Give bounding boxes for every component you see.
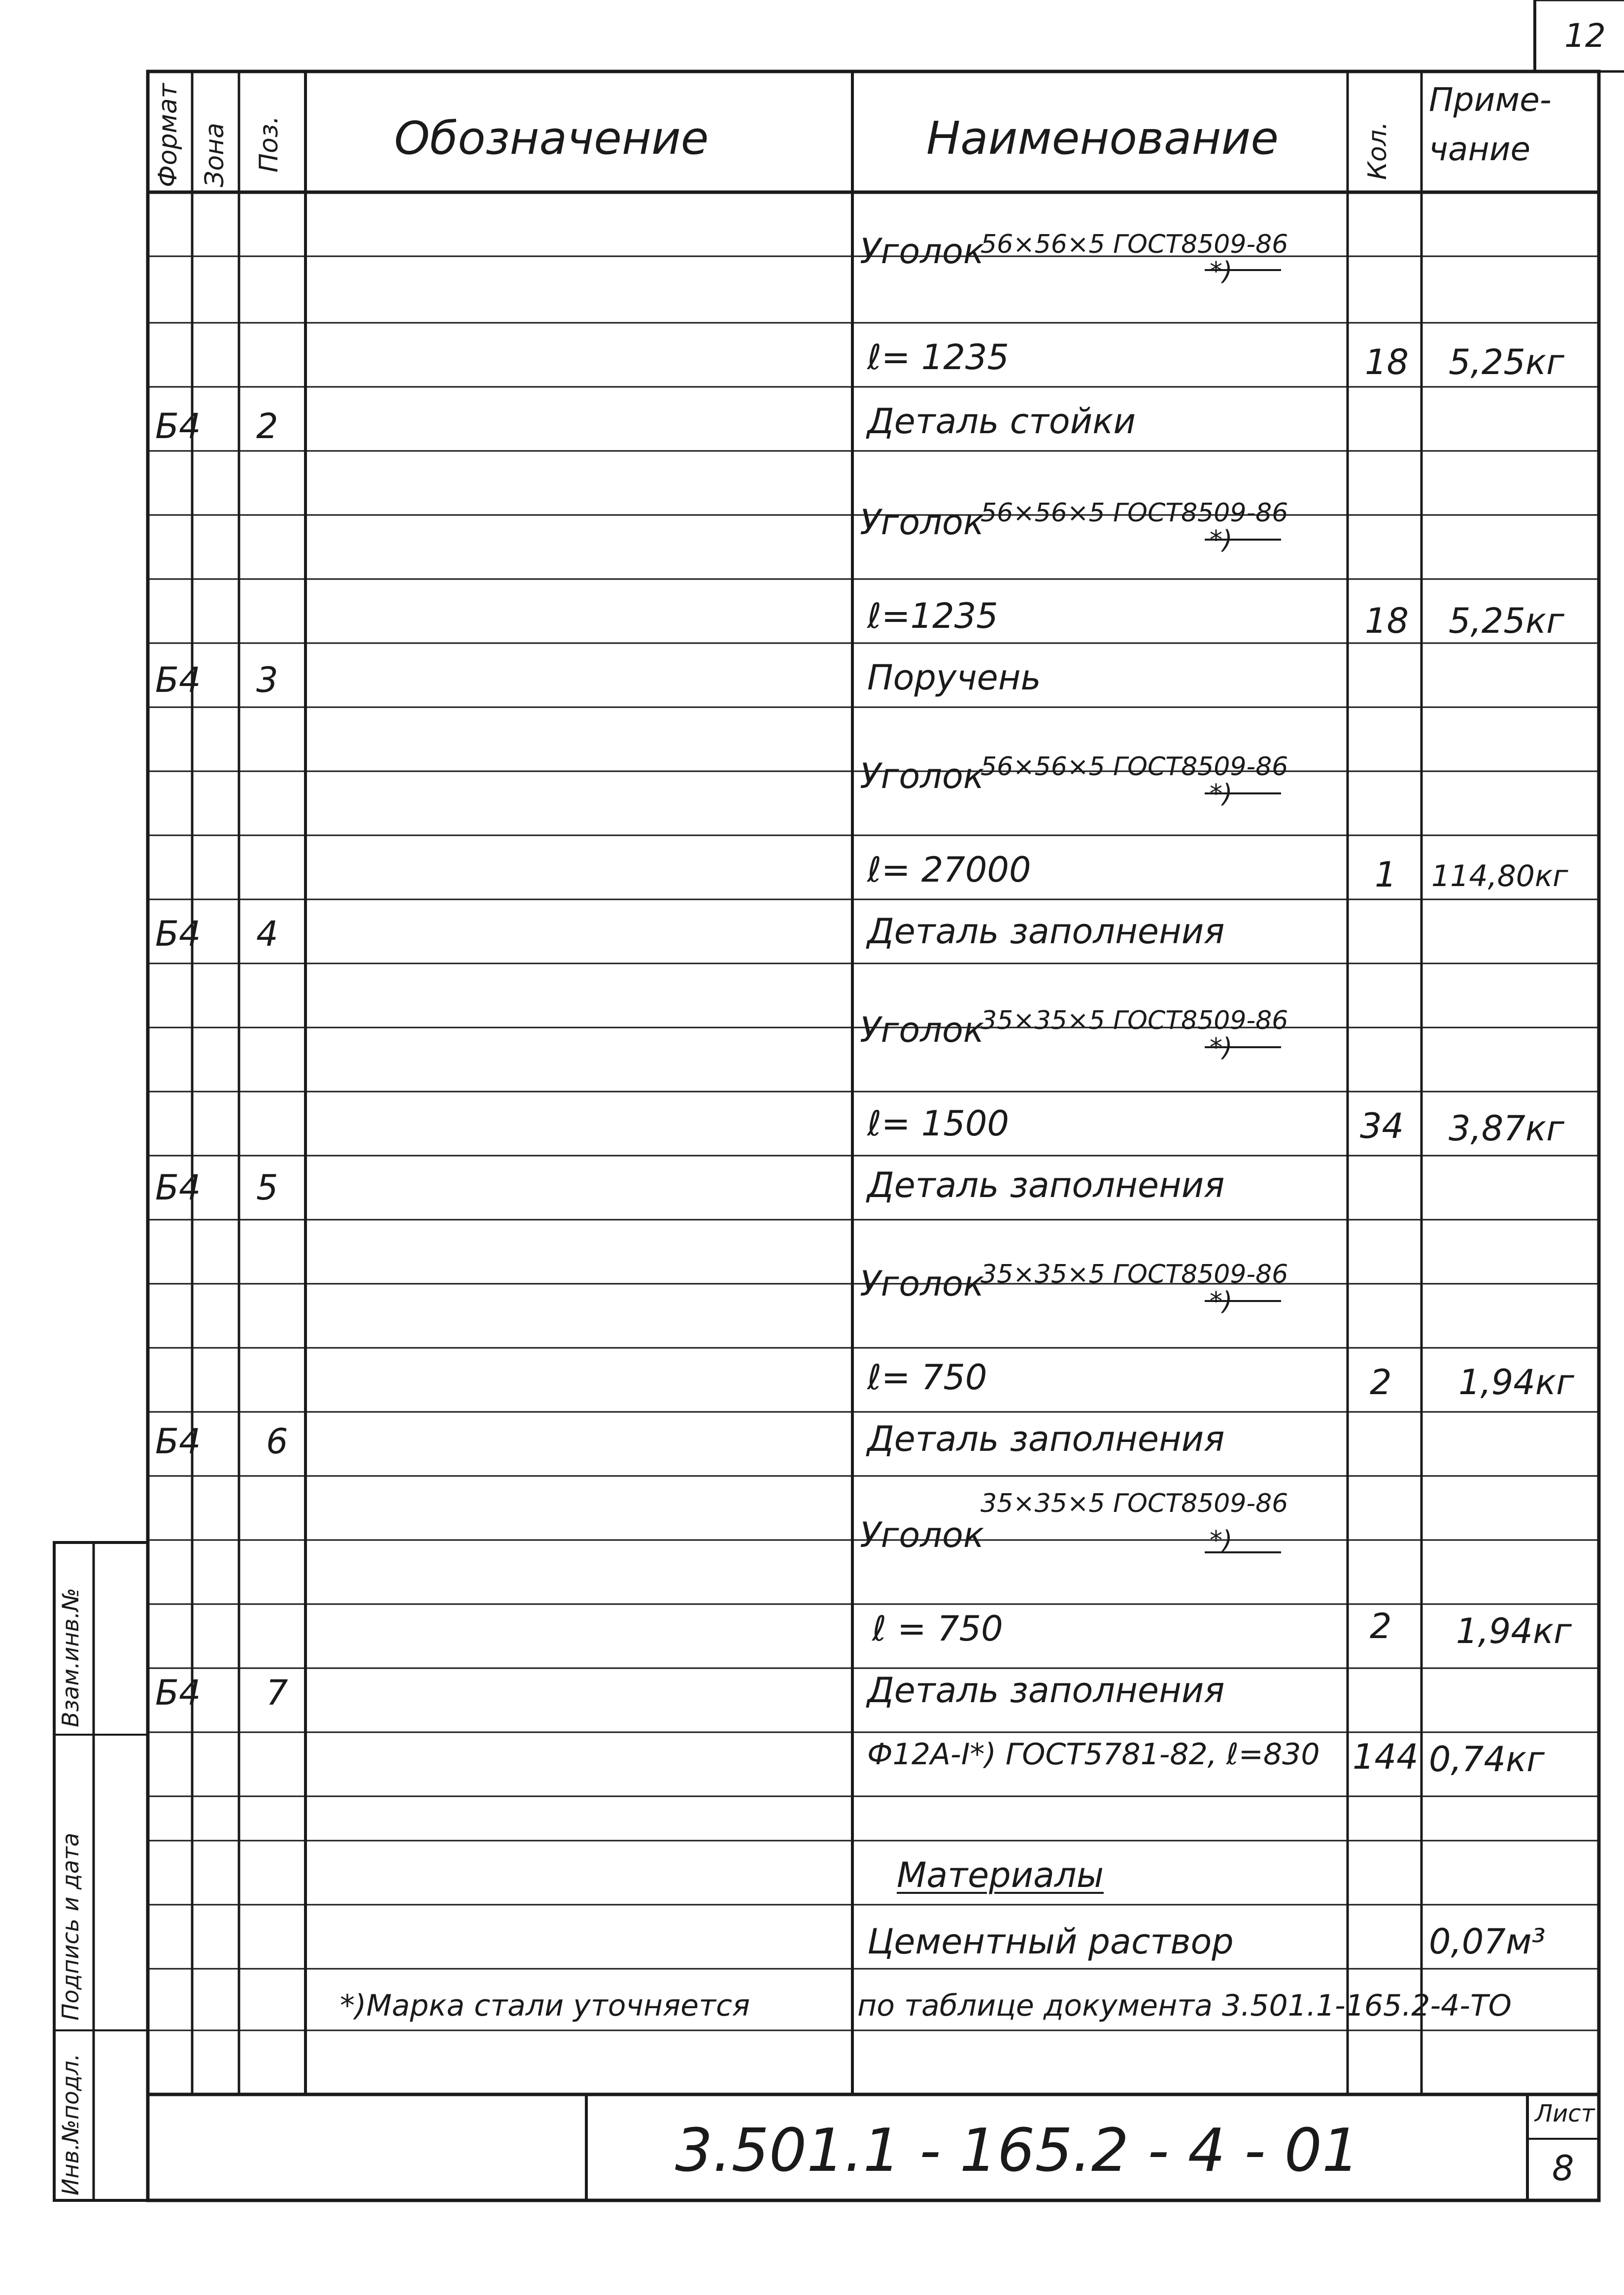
- row-qty: 144: [1353, 1737, 1419, 1777]
- row-standard: 35×35×5 ГОСТ8509-86: [981, 1260, 1288, 1289]
- row-note: 1,94кг: [1458, 1362, 1574, 1403]
- row-footnote: *): [1210, 779, 1233, 809]
- row-name: Деталь заполнения: [867, 1165, 1225, 1205]
- page-number: 12: [1564, 17, 1606, 55]
- row-name: Деталь заполнения: [867, 911, 1225, 952]
- row-note: 0,74кг: [1429, 1739, 1545, 1780]
- row-name: Деталь заполнения: [867, 1419, 1225, 1459]
- row-format: Б4: [155, 660, 201, 700]
- row-pos: 3: [256, 660, 278, 700]
- row-qty: 2: [1370, 1606, 1392, 1646]
- header-note-2: чание: [1429, 130, 1531, 168]
- row-qty: 34: [1360, 1106, 1404, 1146]
- row-pos: 6: [266, 1421, 288, 1462]
- header-designation: Обозначение: [394, 112, 709, 165]
- row-name: ℓ= 1500: [867, 1103, 1009, 1144]
- header-name: Наименование: [926, 112, 1279, 165]
- row-name: Уголок: [860, 1515, 984, 1555]
- row-name: Уголок: [860, 756, 984, 796]
- row-designation: *)Марка стали уточняется: [340, 1988, 750, 2023]
- row-name: по таблице документа 3.501.1-165.2-4-ТО: [857, 1988, 1512, 2023]
- row-name: Уголок: [860, 1010, 984, 1050]
- row-pos: 2: [256, 406, 278, 446]
- sheet-label: Лист: [1535, 2100, 1595, 2127]
- sheet-number: 8: [1552, 2148, 1574, 2189]
- row-standard: 56×56×5 ГОСТ8509-86: [981, 230, 1288, 259]
- header-format: Формат: [153, 83, 183, 187]
- row-note: 0,07м³: [1429, 1921, 1546, 1962]
- row-note: 114,80кг: [1431, 859, 1568, 893]
- row-name: ℓ= 1235: [867, 337, 1009, 377]
- row-footnote: *): [1210, 1526, 1233, 1555]
- header-pos: Поз.: [254, 115, 284, 172]
- document-code: 3.501.1 - 165.2 - 4 - 01: [675, 2117, 1360, 2185]
- row-note: 5,25кг: [1449, 342, 1564, 382]
- stamp-signature-date: Подпись и дата: [57, 1832, 84, 2021]
- row-footnote: *): [1210, 525, 1233, 555]
- row-qty: 18: [1365, 342, 1409, 382]
- row-footnote: *): [1210, 1287, 1233, 1316]
- row-format: Б4: [155, 1167, 201, 1208]
- row-name: ℓ= 750: [867, 1357, 987, 1398]
- row-standard: 56×56×5 ГОСТ8509-86: [981, 752, 1288, 782]
- row-format: Б4: [155, 1421, 201, 1462]
- row-name: Ф12А-I*) ГОСТ5781-82, ℓ=830: [867, 1737, 1320, 1772]
- row-name: ℓ= 27000: [867, 850, 1031, 890]
- row-pos: 5: [256, 1167, 278, 1208]
- row-note: 3,87кг: [1449, 1108, 1564, 1149]
- row-qty: 18: [1365, 601, 1409, 641]
- row-name: ℓ=1235: [867, 596, 998, 636]
- header-zone: Зона: [200, 122, 230, 187]
- row-format: Б4: [155, 1673, 201, 1713]
- row-standard: 35×35×5 ГОСТ8509-86: [981, 1006, 1288, 1035]
- row-name: Поручень: [867, 657, 1041, 698]
- row-footnote: *): [1210, 257, 1233, 286]
- row-pos: 4: [256, 914, 278, 954]
- row-standard: 35×35×5 ГОСТ8509-86: [981, 1489, 1288, 1518]
- row-name: Цементный раствор: [867, 1921, 1234, 1962]
- header-qty: Кол.: [1363, 121, 1392, 180]
- row-name: Деталь заполнения: [867, 1670, 1225, 1711]
- row-format: Б4: [155, 406, 201, 446]
- row-note: 5,25кг: [1449, 601, 1564, 641]
- row-name: Уголок: [860, 1264, 984, 1304]
- row-note: 1,94кг: [1456, 1611, 1572, 1651]
- row-pos: 7: [266, 1673, 288, 1713]
- row-name: ℓ = 750: [872, 1609, 1003, 1649]
- row-name: Материалы: [897, 1855, 1104, 1895]
- header-note-1: Приме-: [1429, 81, 1552, 119]
- row-name: Деталь стойки: [867, 401, 1136, 442]
- row-qty: 1: [1375, 855, 1397, 895]
- row-name: Уголок: [860, 231, 984, 272]
- stamp-vzam-inv: Взам.инв.№: [57, 1587, 84, 1727]
- row-name: Уголок: [860, 502, 984, 543]
- row-standard: 56×56×5 ГОСТ8509-86: [981, 498, 1288, 528]
- stamp-inv-podl: Инв.№подл.: [57, 2053, 84, 2195]
- row-qty: 2: [1370, 1362, 1392, 1403]
- row-footnote: *): [1210, 1033, 1233, 1062]
- row-format: Б4: [155, 914, 201, 954]
